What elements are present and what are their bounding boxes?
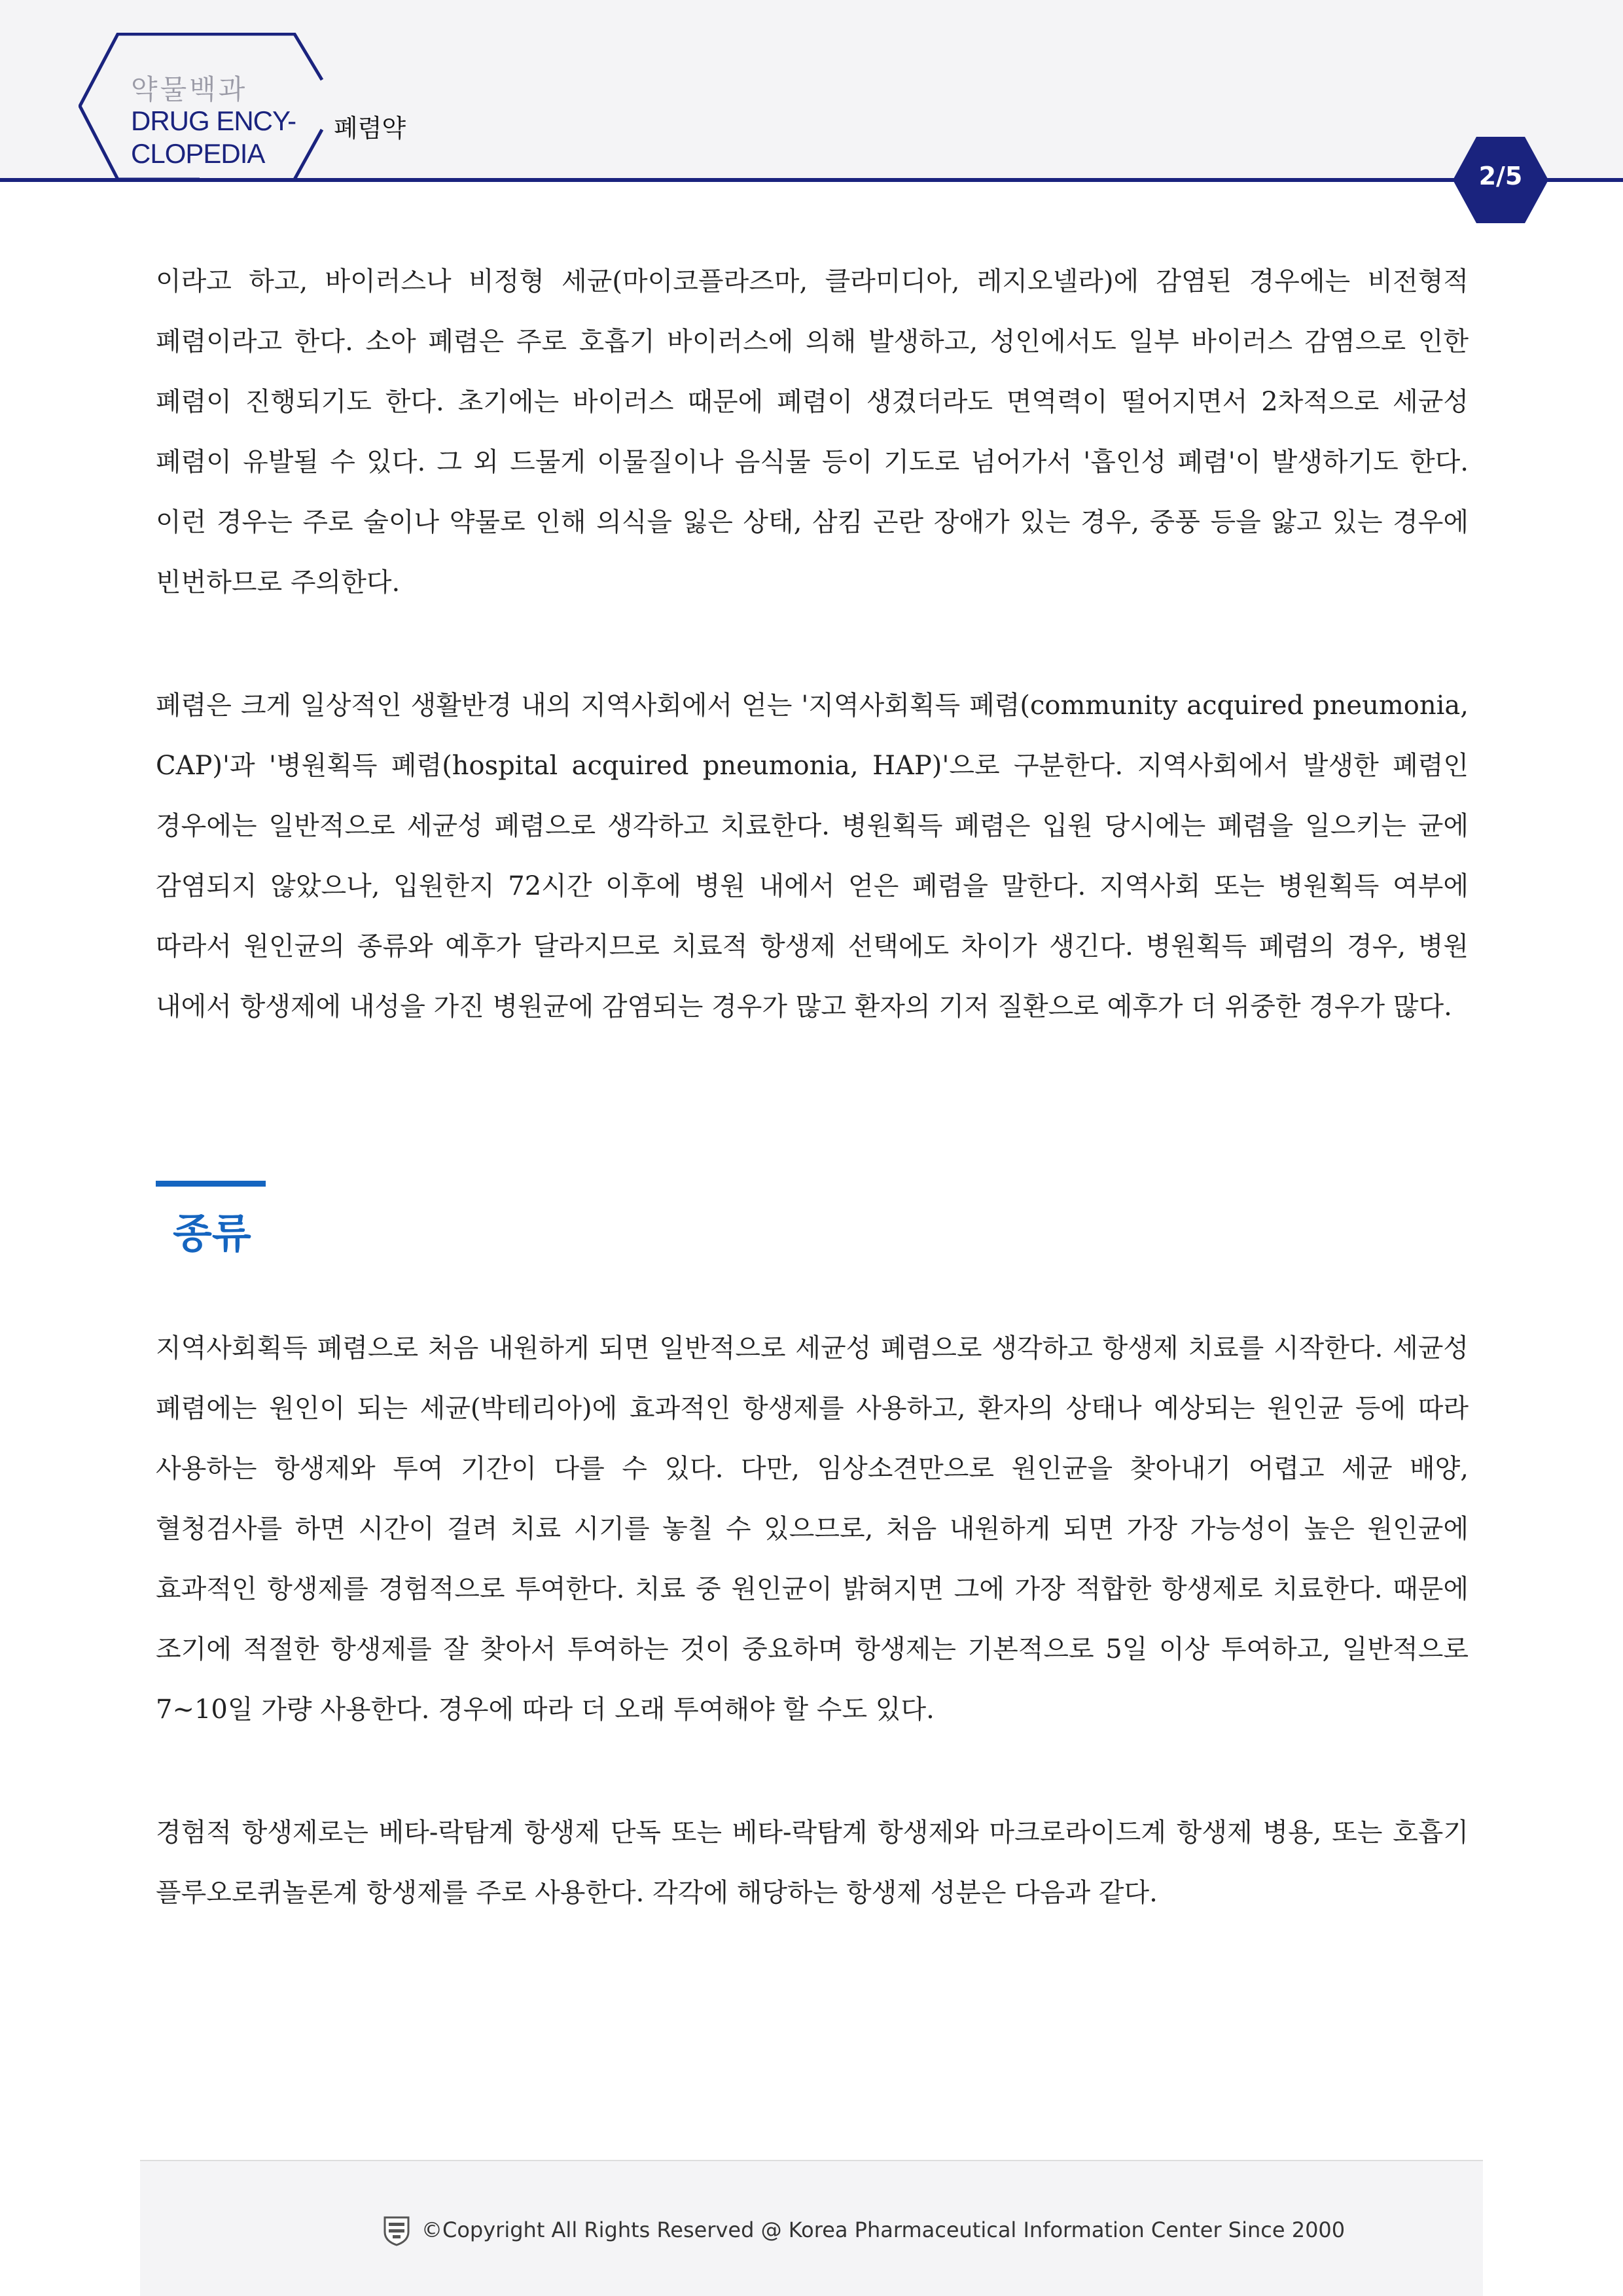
shield-crest-icon	[382, 2215, 411, 2246]
page-indicator: 2/5	[1478, 162, 1523, 190]
section-accent-bar	[156, 1181, 266, 1187]
main-content	[156, 251, 1469, 1923]
section-title: 종류	[173, 1210, 251, 1257]
paragraph-section-2: 경험적 항생제로는 베타-락탐계 항생제 단독 또는 베타-락탐계 항생제와 마크로라이드계 항생제 병용, 또는 호흡기 플루오로퀴놀론계 항생제를 주로 사용한다. 각각에 해당하는 항생제 성분은 다음과 같다.	[156, 1818, 1469, 1908]
logo-korean: 약물백과	[131, 73, 248, 105]
page-footer	[140, 2161, 1483, 2296]
document-title: 폐렴약	[334, 114, 406, 143]
paragraph-intro-1: 이라고 하고, 바이러스나 비정형 세균(마이코플라즈마, 클라미디아, 레지오넬라)에 감염된 경우에는 비전형적 폐렴이라고 한다. 소아 폐렴은 주로 호흡기 바이러스에 의해 발생하고, 성인에서도 일부 바이러스 감염으로 인한 폐렴이 진행되기도 한다. 초기에는 바이러스 때문에 폐렴이 생겼더라도 면역력이 떨어지면서 2차적으로 세균성 폐렴이 유발될 수 있다. 그 외 드물게 이물질이나 음식물 등이 기도로 넘어가서 '흡인성 폐렴'이 발생하기도 한다. 이런 경우는 주로 술이나 약물로 인해 의식을 잃은 상태, 삼킴 곤란 장애가 있는 경우, 중풍 등을 앓고 있는 경우에 빈번하므로 주의한다.	[156, 266, 1469, 598]
logo-english: DRUG ENCY- CLOPEDIA	[131, 105, 296, 169]
paragraph-section-1: 지역사회획득 폐렴으로 처음 내원하게 되면 일반적으로 세균성 폐렴으로 생각하고 항생제 치료를 시작한다. 세균성 폐렴에는 원인이 되는 세균(박테리아)에 효과적인 항생제를 사용하고, 환자의 상태나 예상되는 원인균 등에 따라 사용하는 항생제와 투여 기간이 다를 수 있다. 다만, 임상소견만으로 원인균을 찾아내기 어렵고 세균 배양, 혈청검사를 하면 시간이 걸려 치료 시기를 놓칠 수 있으므로, 처음 내원하게 되면 가장 가능성이 높은 원인균에 효과적인 항생제를 경험적으로 투여한다. 치료 중 원인균이 밝혀지면 그에 가장 적합한 항생제로 치료한다. 때문에 조기에 적절한 항생제를 잘 찾아서 투여하는 것이 중요하며 항생제는 기본적으로 5일 이상 투여하고, 일반적으로 7~10일 가량 사용한다. 경우에 따라 더 오래 투여해야 할 수도 있다.	[156, 1333, 1469, 1725]
copyright-text: ©Copyright All Rights Reserved @ Korea Pharmaceutical Information Center Since 2000	[421, 2217, 1346, 2242]
paragraph-intro-2: 폐렴은 크게 일상적인 생활반경 내의 지역사회에서 얻는 '지역사회획득 폐렴(community acquired pneumonia, CAP)'과 '병원획득 폐렴(hospital acquired pneumonia, HAP)'으로 구분한다. 지역사회에서 발생한 폐렴인 경우에는 일반적으로 세균성 폐렴으로 생각하고 치료한다. 병원획득 폐렴은 입원 당시에는 폐렴을 일으키는 균에 감염되지 않았으나, 입원한지 72시간 이후에 병원 내에서 얻은 폐렴을 말한다. 지역사회 또는 병원획득 여부에 따라서 원인균의 종류와 예후가 달라지므로 치료적 항생제 선택에도 차이가 생긴다. 병원획득 폐렴의 경우, 병원 내에서 항생제에 내성을 가진 병원균에 감염되는 경우가 많고 환자의 기저 질환으로 예후가 더 위중한 경우가 많다.	[156, 691, 1469, 1022]
